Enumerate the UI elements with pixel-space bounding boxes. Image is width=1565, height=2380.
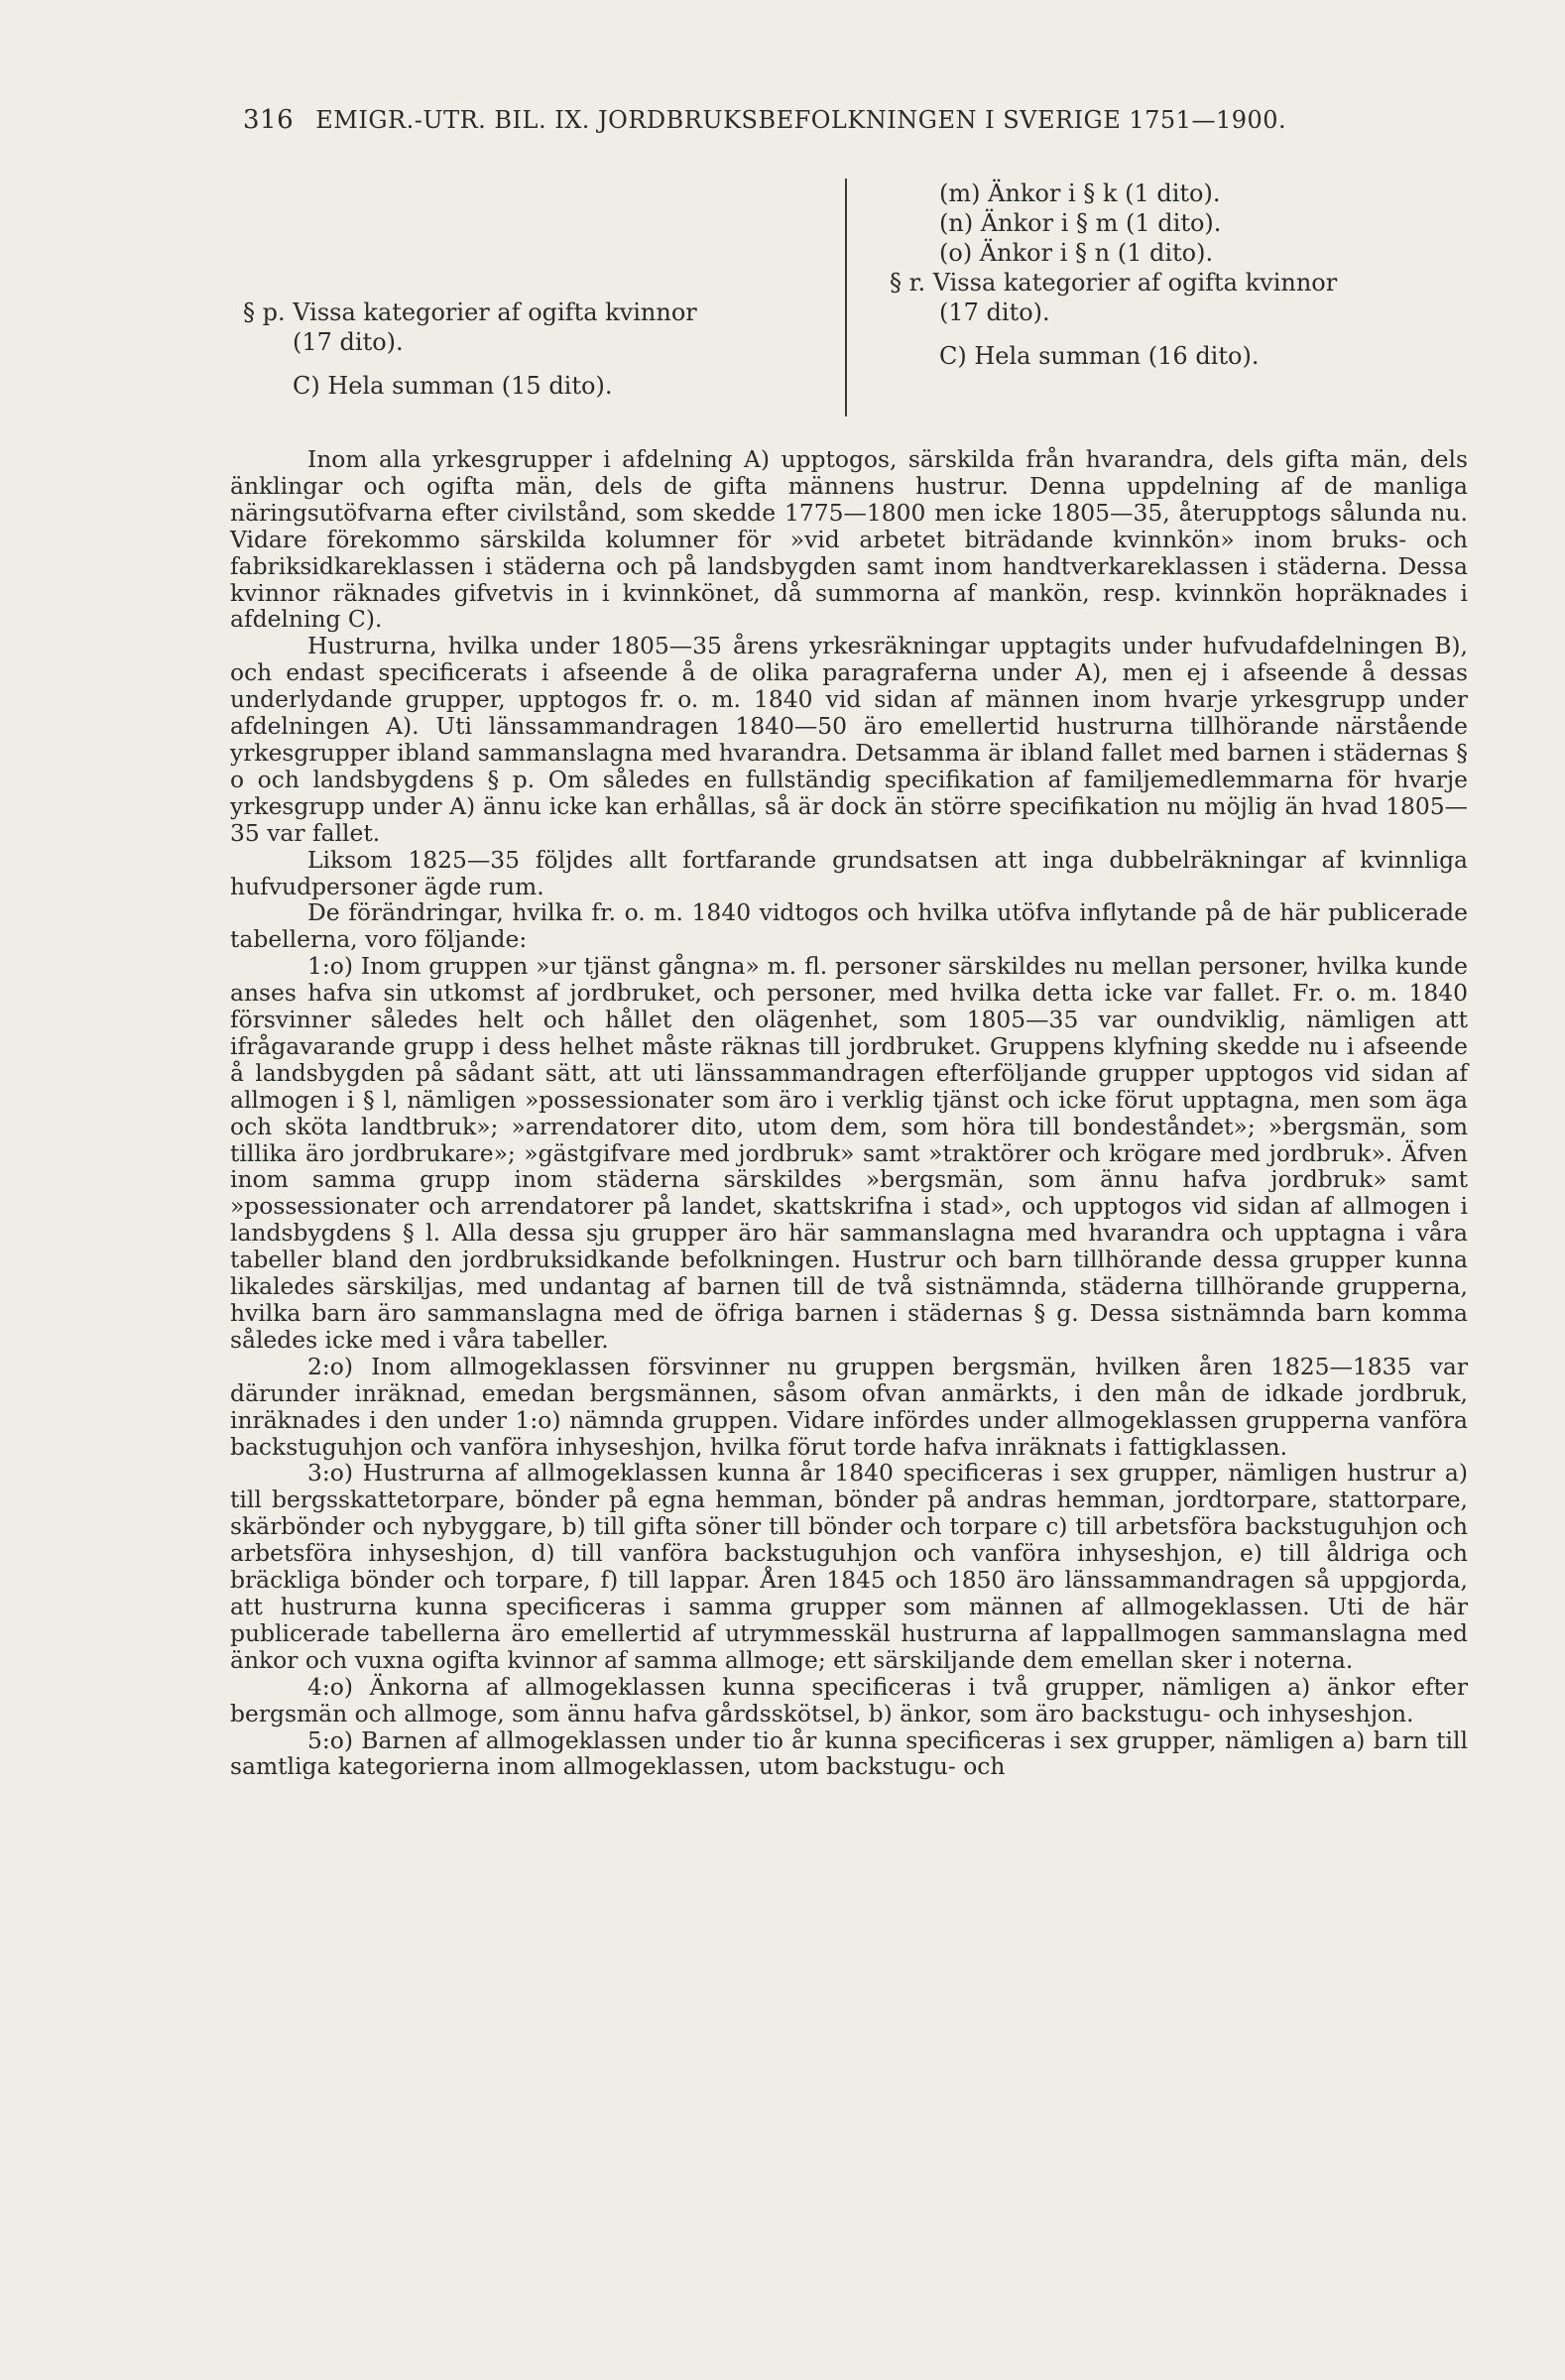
paragraph: 4:o) Änkorna af allmogeklassen kunna specificeras i två grupper, nämligen a) änkor efter bergsmän och allmoge, som ännu hafva gårdsskötsel, b) änkor, som äro backstugu- och inhyseshjon. <box>230 1672 1468 1727</box>
paragraph: 2:o) Inom allmogeklassen försvinner nu gruppen bergsmän, hvilken åren 1825—1835 var därunder inräknad, emedan bergsmännen, såsom ofvan anmärkts, i den mån de idkade jordbruk, inräknades i den under 1:o) nämnda gruppen. Vidare infördes under allmogeklassen grupperna vanföra backstuguhjon och vanföra inhyseshjon, hvilka förut torde hafva inräknats i fattigklassen. <box>230 1352 1468 1461</box>
column-divider <box>845 178 847 416</box>
left-column <box>243 298 838 401</box>
paragraph: De förändringar, hvilka fr. o. m. 1840 vidtogos och hvilka utöfva inflytande på de här publicerade tabellerna, voro följande: <box>230 898 1468 954</box>
right-column <box>890 178 1465 371</box>
page-number: 316 <box>243 105 295 135</box>
paragraph: Inom alla yrkesgrupper i afdelning A) upptogos, särskilda från hvarandra, dels gifta män, dels änklingar och ogifta män, dels de gifta männens hustrur. Denna uppdelning af de manliga näringsutöfvarna efter civilstånd, som skedde 1775—1800 men icke 1805—35, återupptogs sålunda nu. Vidare förekommo särskilda kolumner för »vid arbetet biträdande kvinnkön» inom bruks- och fabriksidkareklassen i städerna och på landsbygden samt inom handtverkareklassen i städerna. Dessa kvinnor räknades gifvetvis in i kvinnkönet, då summorna af mankön, resp. kvinnkön hopräknades i afdelning C). <box>230 445 1468 634</box>
body-text <box>230 446 1468 1780</box>
category-p-sub: (17 dito). <box>293 328 404 356</box>
category-r: § r. Vissa kategorier af ogifta kvinnor <box>890 269 1338 297</box>
paragraph: Liksom 1825—35 följdes allt fortfarande grundsatsen att inga dubbelräkningar af kvinnliga hufvudpersoner ägde rum. <box>230 845 1468 900</box>
total-c-right: C) Hela summan (16 dito). <box>939 342 1260 370</box>
category-n: (n) Änkor i § m (1 dito). <box>939 209 1222 237</box>
paragraph: 3:o) Hustrurna af allmogeklassen kunna år 1840 specificeras i sex grupper, nämligen hustrur a) till bergsskattetorpare, bönder på egna hemman, bönder på andras hemman, jordtorpare, stattorpare, skärbönder och nybyggare, b) till gifta söner till bönder och torpare c) till arbetsföra backstuguhjon och arbetsföra inhyseshjon, d) till vanföra backstuguhjon och vanföra inhyseshjon, e) till åldriga och bräckliga bönder och torpare, f) till lappar. Åren 1845 och 1850 äro länssammandragen så uppgjorda, att hustrurna kunna specificeras i samma grupper som männen af allmogeklassen. Uti de här publicerade tabellerna äro emellertid af utrymmesskäl hustrurna af lappallmogen sammanslagna med änkor och vuxna ogifta kvinnor af samma allmoge; ett särskiljande dem emellan sker i noterna. <box>230 1459 1468 1674</box>
category-r-sub: (17 dito). <box>939 298 1050 326</box>
category-columns <box>243 178 1473 436</box>
paragraph: 5:o) Barnen af allmogeklassen under tio år kunna specificeras i sex grupper, nämligen a) barn till samtliga kategorierna inom allmogeklassen, utom backstugu- och <box>230 1726 1468 1781</box>
category-p: § p. Vissa kategorier af ogifta kvinnor <box>243 298 697 326</box>
running-header <box>243 105 1473 135</box>
paragraph: 1:o) Inom gruppen »ur tjänst gångna» m. fl. personer särskildes nu mellan personer, hvilka kunde anses hafva sin utkomst af jordbruket, och personer, med hvilka detta icke var fallet. Fr. o. m. 1840 försvinner således helt och hållet den olägenhet, som 1805—35 var oundviklig, nämligen att ifrågavarande grupp i dess helhet måste räknas till jordbruket. Gruppens klyfning skedde nu i afseende å landsbygden på sådant sätt, att uti länssammandragen efterföljande grupper upptogos vid sidan af allmogen i § l, nämligen »possessionater som äro i verklig tjänst och icke förut upptagna, men som äga och sköta landtbruk»; »arrendatorer dito, utom dem, som höra till bondeståndet»; »bergsmän, som tillika äro jordbrukare»; »gästgifvare med jordbruk» samt »traktörer och krögare med jordbruk». Äfven inom samma grupp inom städerna särskildes »bergsmän, som ännu hafva jordbruk» samt »possessionater och arrendatorer på landet, skattskrifna i stad», och upptogos vid sidan af allmogen i landsbygdens § l. Alla dessa sju grupper äro här sammanslagna med hvarandra och upptagna i våra tabeller bland den jordbruksidkande befolkningen. Hustrur och barn tillhörande dessa grupper kunna likaledes särskiljas, med undantag af barnen till de två sistnämnda, städerna tillhörande grupperna, hvilka barn äro sammanslagna med de öfriga barnen i städernas § g. Dessa sistnämnda barn komma således icke med i våra tabeller. <box>230 952 1468 1354</box>
category-o: (o) Änkor i § n (1 dito). <box>939 239 1214 267</box>
category-m: (m) Änkor i § k (1 dito). <box>939 179 1221 207</box>
running-title: EMIGR.-UTR. BIL. IX. JORDBRUKSBEFOLKNINGEN I SVERIGE 1751—1900. <box>315 106 1287 134</box>
total-c-left: C) Hela summan (15 dito). <box>293 372 613 400</box>
paragraph: Hustrurna, hvilka under 1805—35 årens yrkesräkningar upptagits under hufvudafdelningen B), och endast specificerats i afseende å de olika paragraferna under A), men ej i afseende å dessas underlydande grupper, upptogos fr. o. m. 1840 vid sidan af männen inom hvarje yrkesgrupp under afdelningen A). Uti länssammandragen 1840—50 äro emellertid hustrurna tillhörande närstående yrkesgrupper ibland sammanslagna med hvarandra. Detsamma är ibland fallet med barnen i städernas § o och landsbygdens § p. Om således en fullständig specifikation af familjemedlemmarna för hvarje yrkesgrupp under A) ännu icke kan erhållas, så är dock än större specifikation nu möjlig än hvad 1805—35 var fallet. <box>230 632 1468 847</box>
